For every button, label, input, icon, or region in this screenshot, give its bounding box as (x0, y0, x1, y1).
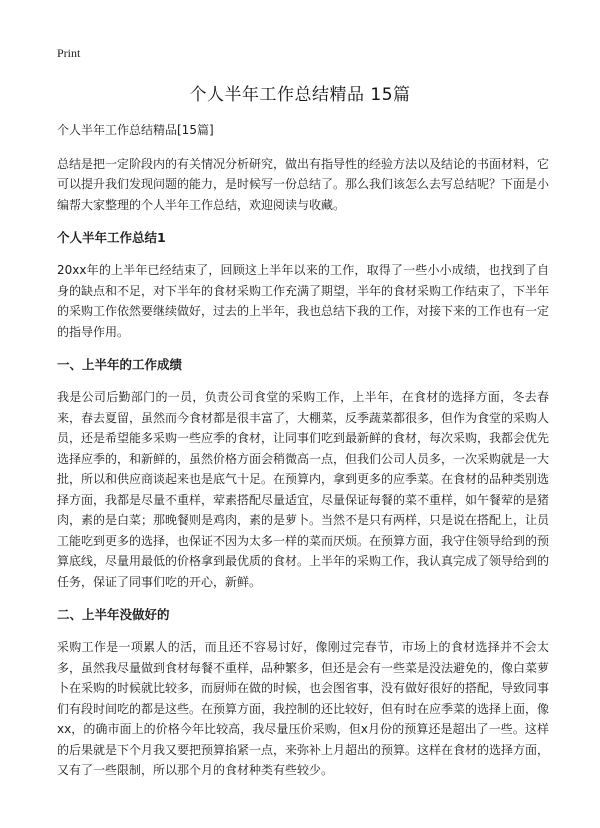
section-heading: 一、上半年的工作成绩 (57, 357, 183, 372)
print-link[interactable]: Print (57, 46, 81, 60)
section-heading: 个人半年工作总结1 (57, 230, 166, 245)
body-paragraph: 采购工作是一项累人的活，而且还不容易讨好，像刚过完春节，市场上的食材选择并不会太多，虽然我尽量做到食材每餐不重样，品种繁多，但还是会有一些菜是没法避免的，像白菜萝卜在采购的时候就比较多，而厨师在做的时候，也会图省事，没有做好很好的搭配，导致同事们有段时间吃的都是这些。在预算方面，我控制的还比较好，但有时在应季菜的选择上面，像xx，的确市面上的价格今年比较高，我尽量压价采购，但x月份的预算还是超出了一些。这样的后果就是下个月我又要把预算掐紧一点，来弥补上月超出的预算。这样在食材的选择方面，又有了一些限制，所以那个月的食材种类有些较少。 (57, 640, 550, 777)
intro-paragraph: 总结是把一定阶段内的有关情况分析研究，做出有指导性的经验方法以及结论的书面材料，它可以提升我们发现问题的能力，是时候写一份总结了。那么我们该怎么去写总结呢？下面是小编帮大家整理的个人半年工作总结，欢迎阅读与收藏。 (57, 156, 550, 212)
body-paragraph: 我是公司后勤部门的一员，负责公司食堂的采购工作，上半年，在食材的选择方面，冬去春来，春去夏留，虽然而今食材都是很丰富了，大棚菜，反季蔬菜都很多，但作为食堂的采购人员，还是希望能多采购一些应季的食材，让同事们吃到最新鲜的食材，每次采购，我都会优先选择应季的，和新鲜的，虽然价格方面会稍微高一点，但我们公司人员多，一次采购就是一大批，所以和供应商谈起来也是底气十足。在预算内，拿到更多的应季菜。在食材的品种类别选择方面，我都是尽量不重样，荤素搭配尽量适宜，尽量保证每餐的菜不重样，如午餐荤的是猪肉，素的是白菜；那晚餐则是鸡肉，素的是萝卜。当然不是只有两样，只是说在搭配上，让员工能吃到更多的选择，也保证不因为太多一样的菜而厌烦。在预算方面，我守住领导给到的预算底线，尽量用最低的价格拿到最优质的食材。上半年的采购工作，我认真完成了领导给到的任务，保证了同事们吃的开心，新鲜。 (57, 390, 550, 589)
body-paragraph: 20xx年的上半年已经结束了，回顾这上半年以来的工作，取得了一些小小成绩，也找到了自身的缺点和不足，对下半年的食材采购工作充满了期望，半年的食材采购工作结束了，下半年的采购工作依然要继续做好，过去的上半年，我也总结下我的工作，对接下来的工作也有一定的指导作用。 (57, 263, 550, 339)
document-body (57, 120, 549, 794)
section-heading: 二、上半年没做好的 (57, 607, 170, 622)
document-subtitle: 个人半年工作总结精品[15篇] (57, 123, 214, 137)
page-title: 个人半年工作总结精品 15篇 (189, 85, 411, 105)
